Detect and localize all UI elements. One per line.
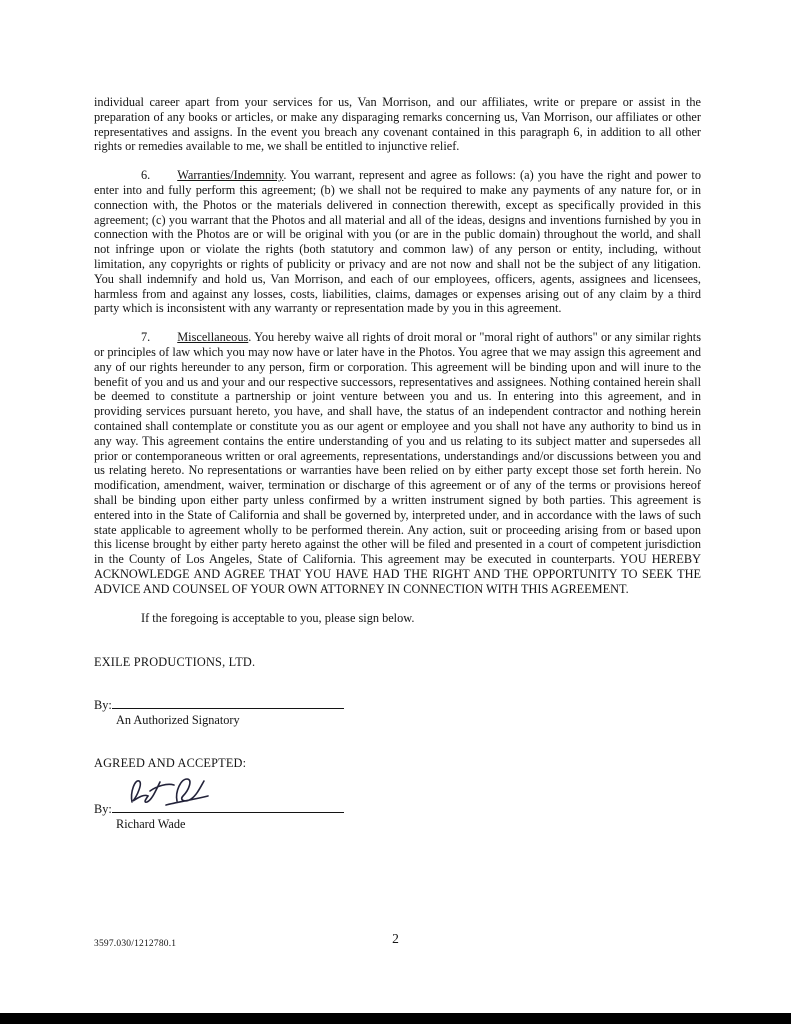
paragraph-text: . You warrant, represent and agree as follows: (a) you have the right and power to enter into and fully perform this agreement; (b) we shall not be required to make any payments of any nature for, or in connection with, the Photos or the materials delivered in connection therewith, except as specifically provided in this agreement; (c) you warrant that the Photos and all material and all of the ideas, designs and inventions furnished by you in connection with the Photos are or will be original with you (or are in the public domain) throughout the world, and shall not infringe upon or violate the rights (both statutory and common law) of any person or entity, including, without limitation, any copyrights or rights of publicity or privacy and are not now and shall not be the subject of any litigation. You shall indemnify and hold us, Van Morrison, and each of our employees, officers, agents, assignees and licensees, harmless from and against any losses, costs, liabilities, claims, damages or expenses arising out of any claim by a third party which is inconsistent with any warranty or representation made by you in this agreement.	[94, 168, 701, 316]
paragraph-number: 6.	[141, 168, 151, 183]
company-name: EXILE PRODUCTIONS, LTD.	[94, 655, 256, 670]
paragraph-text: individual career apart from your services for us, Van Morrison, and our affiliates, write or prepare or assist in the preparation of any books or articles, or make any disparaging remarks concerning us, Van Morrison, our affiliates or other representatives and assigns. In the event you breach any covenant contained in this paragraph 6, in addition to all other rights or remedies available to me, we shall be entitled to injunctive relief.	[94, 95, 701, 154]
section-heading-miscellaneous: Miscellaneous	[177, 330, 249, 345]
paragraph-6	[94, 168, 701, 316]
by-label: By:	[94, 802, 112, 817]
signatory-title: An Authorized Signatory	[116, 712, 240, 727]
signature-holder	[122, 772, 701, 810]
exile-by-row	[94, 698, 701, 713]
by-label: By:	[94, 698, 112, 713]
paragraph-text: . You hereby waive all rights of droit moral or "moral right of authors" or any similar rights or principles of law which you may now have or later have in the Photos. You agree that we may assign this agreement and any of our rights hereunder to any person, firm or corporation. This agreement will be binding upon and will inure to the benefit of you and us and your and our respective successors, representatives and assignees. Nothing contained herein shall be deemed to constitute a partnership or joint venture between you and us. In entering into this agreement, and in providing services pursuant hereto, you have, and shall have, the status of an independent contractor and nothing herein contained shall contemplate or constitute you as our agent or employee and you shall not have any authority to bind us in any way. This agreement contains the entire understanding of you and us relating to its subject matter and supersedes all prior or contemporaneous written or oral agreements, representations, understandings and/or discussions between you and us relating hereto. No representations or warranties have been relied on by either party except those set forth herein. No modification, amendment, waiver, termination or discharge of this agreement or of any of the terms or provisions hereof shall be binding upon either party unless confirmed by a written instrument signed by both parties. This agreement is entered into in the State of California and shall be governed by, interpreted under, and in accordance with the laws of such state applicable to agreement wholly to be performed therein. Any action, suit or proceeding arising from or based upon this license brought by either party hereto against the other will be filed and presented in a court of competent jurisdiction in the County of Los Angeles, State of California. This agreement may be executed in counterparts. YOU HEREBY ACKNOWLEDGE AND AGREE THAT YOU HAVE HAD THE RIGHT AND THE OPPORTUNITY TO SEEK THE ADVICE AND COUNSEL OF YOUR OWN ATTORNEY IN CONNECTION WITH THIS AGREEMENT.	[94, 330, 701, 596]
paragraph-number: 7.	[141, 330, 151, 345]
paragraph-7	[94, 330, 701, 596]
section-heading-warranties: Warranties/Indemnity	[177, 168, 284, 183]
footer-document-code: 3597.030/1212780.1	[94, 939, 177, 949]
scan-edge-bar	[0, 1013, 791, 1024]
page-number: 2	[392, 931, 399, 946]
signature-scribble	[122, 772, 218, 810]
sign-request-text: If the foregoing is acceptable to you, please sign below.	[141, 610, 415, 625]
authorized-signatory-signature-line	[112, 699, 344, 709]
paragraph-continuation	[94, 95, 701, 154]
agreed-accepted-heading: AGREED AND ACCEPTED:	[94, 755, 247, 770]
signer-name: Richard Wade	[116, 817, 186, 832]
sign-request-line	[94, 611, 701, 626]
document-body	[94, 95, 701, 860]
